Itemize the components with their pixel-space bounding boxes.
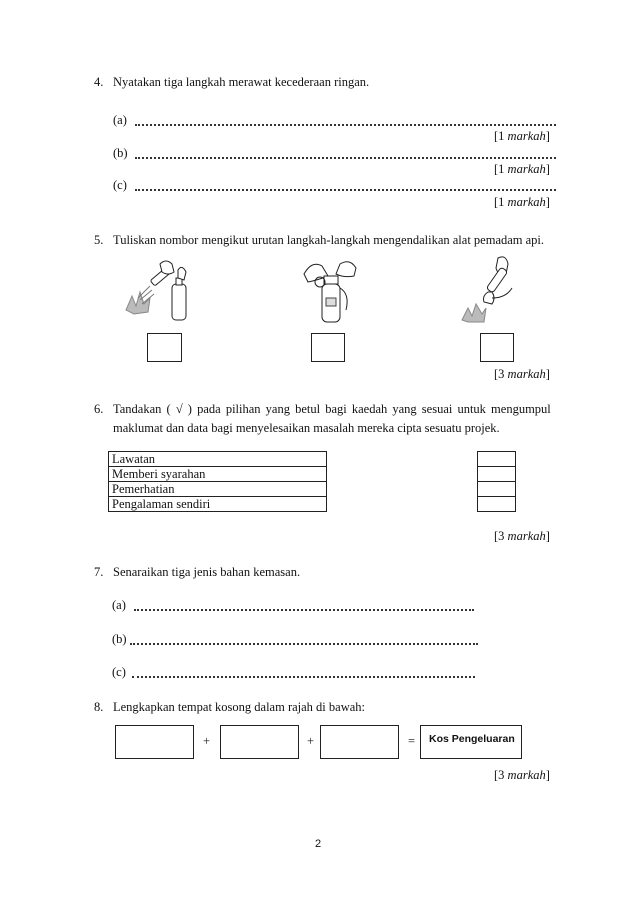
q5-number: 5.: [94, 233, 104, 247]
q4-item-b-marks: [1 markah]: [494, 162, 550, 176]
q4-number: 4.: [94, 75, 104, 89]
q8-blank-box-2[interactable]: [220, 725, 299, 759]
q6-option: Pemerhatian: [109, 482, 327, 497]
q8-blank-box-3[interactable]: [320, 725, 399, 759]
q4-item-c-answer-line[interactable]: [135, 189, 556, 191]
q8-marks: [3 markah]: [494, 768, 550, 782]
q6-option: Memberi syarahan: [109, 467, 327, 482]
q7-item-b-label: (b): [112, 632, 127, 646]
q7-item-a-answer-line[interactable]: [134, 609, 474, 611]
q6-checkbox-column: [477, 451, 516, 512]
q8-plus-sign-2: +: [307, 734, 315, 748]
fire-extinguisher-pulling-pin-icon: [300, 254, 360, 324]
q6-checkbox[interactable]: [478, 497, 516, 512]
q4-item-b-answer-line[interactable]: [135, 157, 556, 159]
q8-plus-sign-1: +: [203, 734, 211, 748]
q6-marks: [3 markah]: [494, 529, 550, 543]
q6-checkbox[interactable]: [478, 452, 516, 467]
fire-extinguisher-spraying-icon: [122, 254, 192, 324]
q6-checkbox[interactable]: [478, 467, 516, 482]
page-number: 2: [315, 838, 322, 850]
q6-checkbox[interactable]: [478, 482, 516, 497]
q6-option: Pengalaman sendiri: [109, 497, 327, 512]
fire-extinguisher-aiming-hose-icon: [458, 254, 528, 324]
q8-result-label: Kos Pengeluaran: [429, 733, 515, 745]
q6-question-line2: maklumat dan data bagi menyelesaikan masalah mereka cipta sesuatu projek.: [113, 421, 500, 435]
q5-answer-box-1[interactable]: [147, 333, 182, 362]
q7-number: 7.: [94, 565, 104, 579]
q4-item-b-label: (b): [113, 146, 128, 160]
q6-question-line1: Tandakan ( √ ) pada pilihan yang betul bagi kaedah yang sesuai untuk mengumpul: [113, 402, 551, 416]
q8-blank-box-1[interactable]: [115, 725, 194, 759]
q6-number: 6.: [94, 402, 104, 416]
q6-options-table: [108, 451, 327, 512]
q4-item-c-label: (c): [113, 178, 127, 192]
q4-item-a-label: (a): [113, 113, 127, 127]
q7-item-c-answer-line[interactable]: [132, 676, 475, 678]
q5-answer-box-3[interactable]: [480, 333, 514, 362]
q8-equals-sign: =: [408, 734, 416, 748]
q4-question: Nyatakan tiga langkah merawat kecederaan ringan.: [113, 75, 370, 89]
q7-item-b-answer-line[interactable]: [130, 643, 478, 645]
q5-marks: [3 markah]: [494, 367, 550, 381]
q8-question: Lengkapkan tempat kosong dalam rajah di bawah:: [113, 700, 366, 714]
q4-item-a-marks: [1 markah]: [494, 129, 550, 143]
q5-question: Tuliskan nombor mengikut urutan langkah-langkah mengendalikan alat pemadam api.: [113, 233, 545, 247]
q7-question: Senaraikan tiga jenis bahan kemasan.: [113, 565, 301, 579]
q8-number: 8.: [94, 700, 104, 714]
q4-item-a-answer-line[interactable]: [135, 124, 556, 126]
q7-item-a-label: (a): [112, 598, 126, 612]
q6-option: Lawatan: [109, 452, 327, 467]
q4-item-c-marks: [1 markah]: [494, 195, 550, 209]
q5-answer-box-2[interactable]: [311, 333, 345, 362]
q7-item-c-label: (c): [112, 665, 126, 679]
